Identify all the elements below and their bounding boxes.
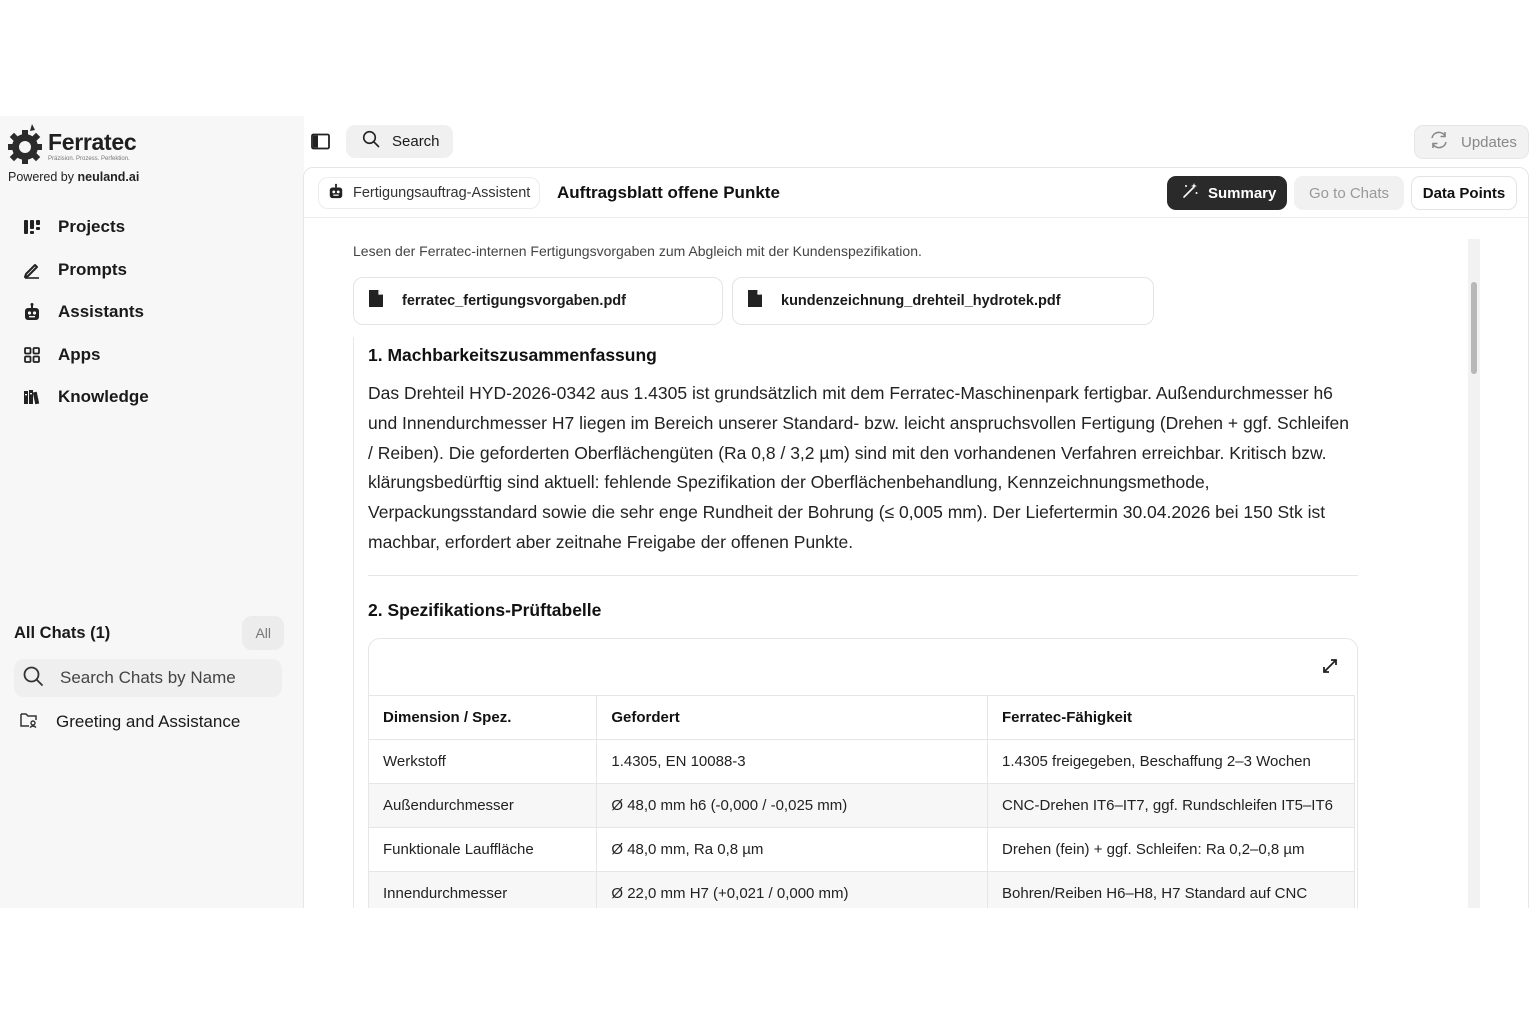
sidebar-item-label: Projects bbox=[58, 217, 126, 237]
sidebar-item-label: Assistants bbox=[58, 302, 144, 322]
table-header-cell: Dimension / Spez. bbox=[369, 696, 597, 740]
table-cell: CNC-Drehen IT6–IT7, ggf. Rundschleifen IT5–IT6 bbox=[988, 784, 1355, 828]
table-row bbox=[369, 740, 1355, 784]
sidebar-item-label: Prompts bbox=[58, 259, 127, 279]
chats-title: All Chats (1) bbox=[14, 623, 111, 642]
table-header-row bbox=[369, 696, 1355, 740]
pen-icon bbox=[22, 260, 42, 280]
summary-label: Summary bbox=[1208, 184, 1277, 202]
apps-grid-icon bbox=[22, 345, 42, 365]
expand-table-button[interactable] bbox=[1321, 657, 1339, 675]
assistant-chip[interactable] bbox=[318, 177, 540, 209]
sidebar-nav bbox=[22, 206, 149, 419]
go-to-chats-button[interactable]: Go to Chats bbox=[1294, 176, 1404, 210]
summary-button[interactable] bbox=[1167, 176, 1287, 210]
robot-icon bbox=[22, 302, 42, 322]
panel-header bbox=[304, 168, 1528, 218]
table-row bbox=[369, 784, 1355, 828]
robot-icon bbox=[328, 183, 344, 204]
spec-table bbox=[369, 695, 1355, 908]
table-header-cell: Gefordert bbox=[597, 696, 988, 740]
table-cell: Ø 22,0 mm H7 (+0,021 / 0,000 mm) bbox=[597, 872, 988, 909]
search-icon bbox=[362, 130, 380, 153]
table-cell: Drehen (fein) + ggf. Schleifen: Ra 0,2–0,8 µm bbox=[988, 828, 1355, 872]
sidebar-toggle-button[interactable] bbox=[311, 133, 331, 151]
main-panel bbox=[303, 167, 1529, 908]
divider bbox=[368, 575, 1358, 576]
table-cell: Ø 48,0 mm, Ra 0,8 µm bbox=[597, 828, 988, 872]
powered-by bbox=[8, 170, 139, 184]
table-cell: Bohren/Reiben H6–H8, H7 Standard auf CNC bbox=[988, 872, 1355, 909]
updates-button[interactable] bbox=[1414, 125, 1529, 159]
app-window bbox=[0, 116, 1536, 908]
table-header-cell: Ferratec-Fähigkeit bbox=[988, 696, 1355, 740]
sidebar-item-projects[interactable] bbox=[22, 206, 149, 249]
file-icon bbox=[747, 289, 763, 313]
table-row bbox=[369, 872, 1355, 909]
refresh-icon bbox=[1428, 130, 1450, 155]
table-cell: 1.4305 freigegeben, Beschaffung 2–3 Wochen bbox=[988, 740, 1355, 784]
sidebar bbox=[0, 116, 304, 908]
powered-prefix: Powered by bbox=[8, 170, 75, 184]
chats-filter-all-button[interactable]: All bbox=[242, 616, 284, 650]
chat-search-input[interactable] bbox=[60, 668, 260, 688]
spec-table-card bbox=[368, 638, 1358, 908]
projects-icon bbox=[22, 217, 42, 237]
sidebar-item-assistants[interactable] bbox=[22, 291, 149, 334]
file-icon bbox=[368, 289, 384, 313]
sidebar-item-label: Knowledge bbox=[58, 387, 149, 407]
sidebar-item-prompts[interactable] bbox=[22, 249, 149, 292]
summary-content bbox=[304, 219, 1528, 908]
search-icon bbox=[22, 665, 44, 692]
table-cell: Werkstoff bbox=[369, 740, 597, 784]
expand-icon bbox=[1321, 662, 1339, 679]
assistant-name: Fertigungsauftrag-Assistent bbox=[353, 185, 531, 201]
brand-tagline: Präzision. Prozess. Perfektion. bbox=[48, 156, 130, 162]
intro-text: Lesen der Ferratec-internen Fertigungsvorgaben zum Abgleich mit der Kundenspezifikation. bbox=[353, 243, 922, 259]
table-cell: Ø 48,0 mm h6 (-0,000 / -0,025 mm) bbox=[597, 784, 988, 828]
scrollbar-thumb[interactable] bbox=[1471, 282, 1477, 374]
table-cell: Innendurchmesser bbox=[369, 872, 597, 909]
global-search-button[interactable] bbox=[346, 125, 453, 158]
table-cell: Funktionale Lauffläche bbox=[369, 828, 597, 872]
answer-block bbox=[353, 337, 1363, 908]
search-label: Search bbox=[392, 133, 440, 150]
chat-search-box bbox=[14, 659, 282, 697]
sidebar-toggle-icon bbox=[311, 138, 331, 155]
books-icon bbox=[22, 387, 42, 407]
page-title: Auftragsblatt offene Punkte bbox=[557, 183, 780, 202]
brand-logo[interactable] bbox=[6, 122, 136, 171]
sidebar-item-apps[interactable] bbox=[22, 334, 149, 377]
file-name: kundenzeichnung_drehteil_hydrotek.pdf bbox=[781, 293, 1061, 309]
section-heading: 1. Machbarkeitszusammenfassung bbox=[368, 345, 657, 365]
folder-chat-icon bbox=[20, 712, 38, 733]
section-paragraph: Das Drehteil HYD-2026-0342 aus 1.4305 ist grundsätzlich mit dem Ferratec-Maschinenpark fertigbar. Außendurchmesser h6 und Innendurchmesser H7 liegen im Bereich unserer Standard- bzw. leicht anspruchsvollen Fertigung (Drehen + ggf. Schleifen / Reiben). Die geforderten Oberflächengüten (Ra 0,8 / 3,2 µm) sind mit den vorhandenen Verfahren erreichbar. Kritisch bzw. klärungsbedürftig sind aktuell: fehlende Spezifikation der Oberflächenbehandlung, Kennzeichnungsmethode, Verpackungsstandard sowie die sehr enge Rundheit der Bohrung (≤ 0,005 mm). Der Liefertermin 30.04.2026 bei 150 Stk ist machbar, erfordert aber zeitnahe Freigabe der offenen Punkte. bbox=[368, 383, 1350, 552]
file-name: ferratec_fertigungsvorgaben.pdf bbox=[402, 293, 626, 309]
data-points-button[interactable]: Data Points bbox=[1411, 176, 1517, 210]
sidebar-item-label: Apps bbox=[58, 344, 101, 364]
chat-item-label: Greeting and Assistance bbox=[56, 712, 241, 731]
table-cell: Außendurchmesser bbox=[369, 784, 597, 828]
magic-wand-icon bbox=[1181, 182, 1199, 205]
brand-name: Ferratec bbox=[48, 129, 137, 155]
file-attachment[interactable] bbox=[732, 277, 1154, 325]
table-row bbox=[369, 828, 1355, 872]
chats-header bbox=[14, 616, 284, 650]
powered-by-brand: neuland.ai bbox=[77, 170, 140, 184]
gear-logo-icon bbox=[6, 122, 44, 171]
section-heading: 2. Spezifikations-Prüftabelle bbox=[368, 600, 602, 620]
chat-item[interactable] bbox=[20, 710, 240, 734]
scrollbar[interactable] bbox=[1468, 239, 1480, 908]
table-cell: 1.4305, EN 10088-3 bbox=[597, 740, 988, 784]
updates-label: Updates bbox=[1461, 133, 1517, 151]
sidebar-item-knowledge[interactable] bbox=[22, 376, 149, 419]
file-attachment[interactable] bbox=[353, 277, 723, 325]
